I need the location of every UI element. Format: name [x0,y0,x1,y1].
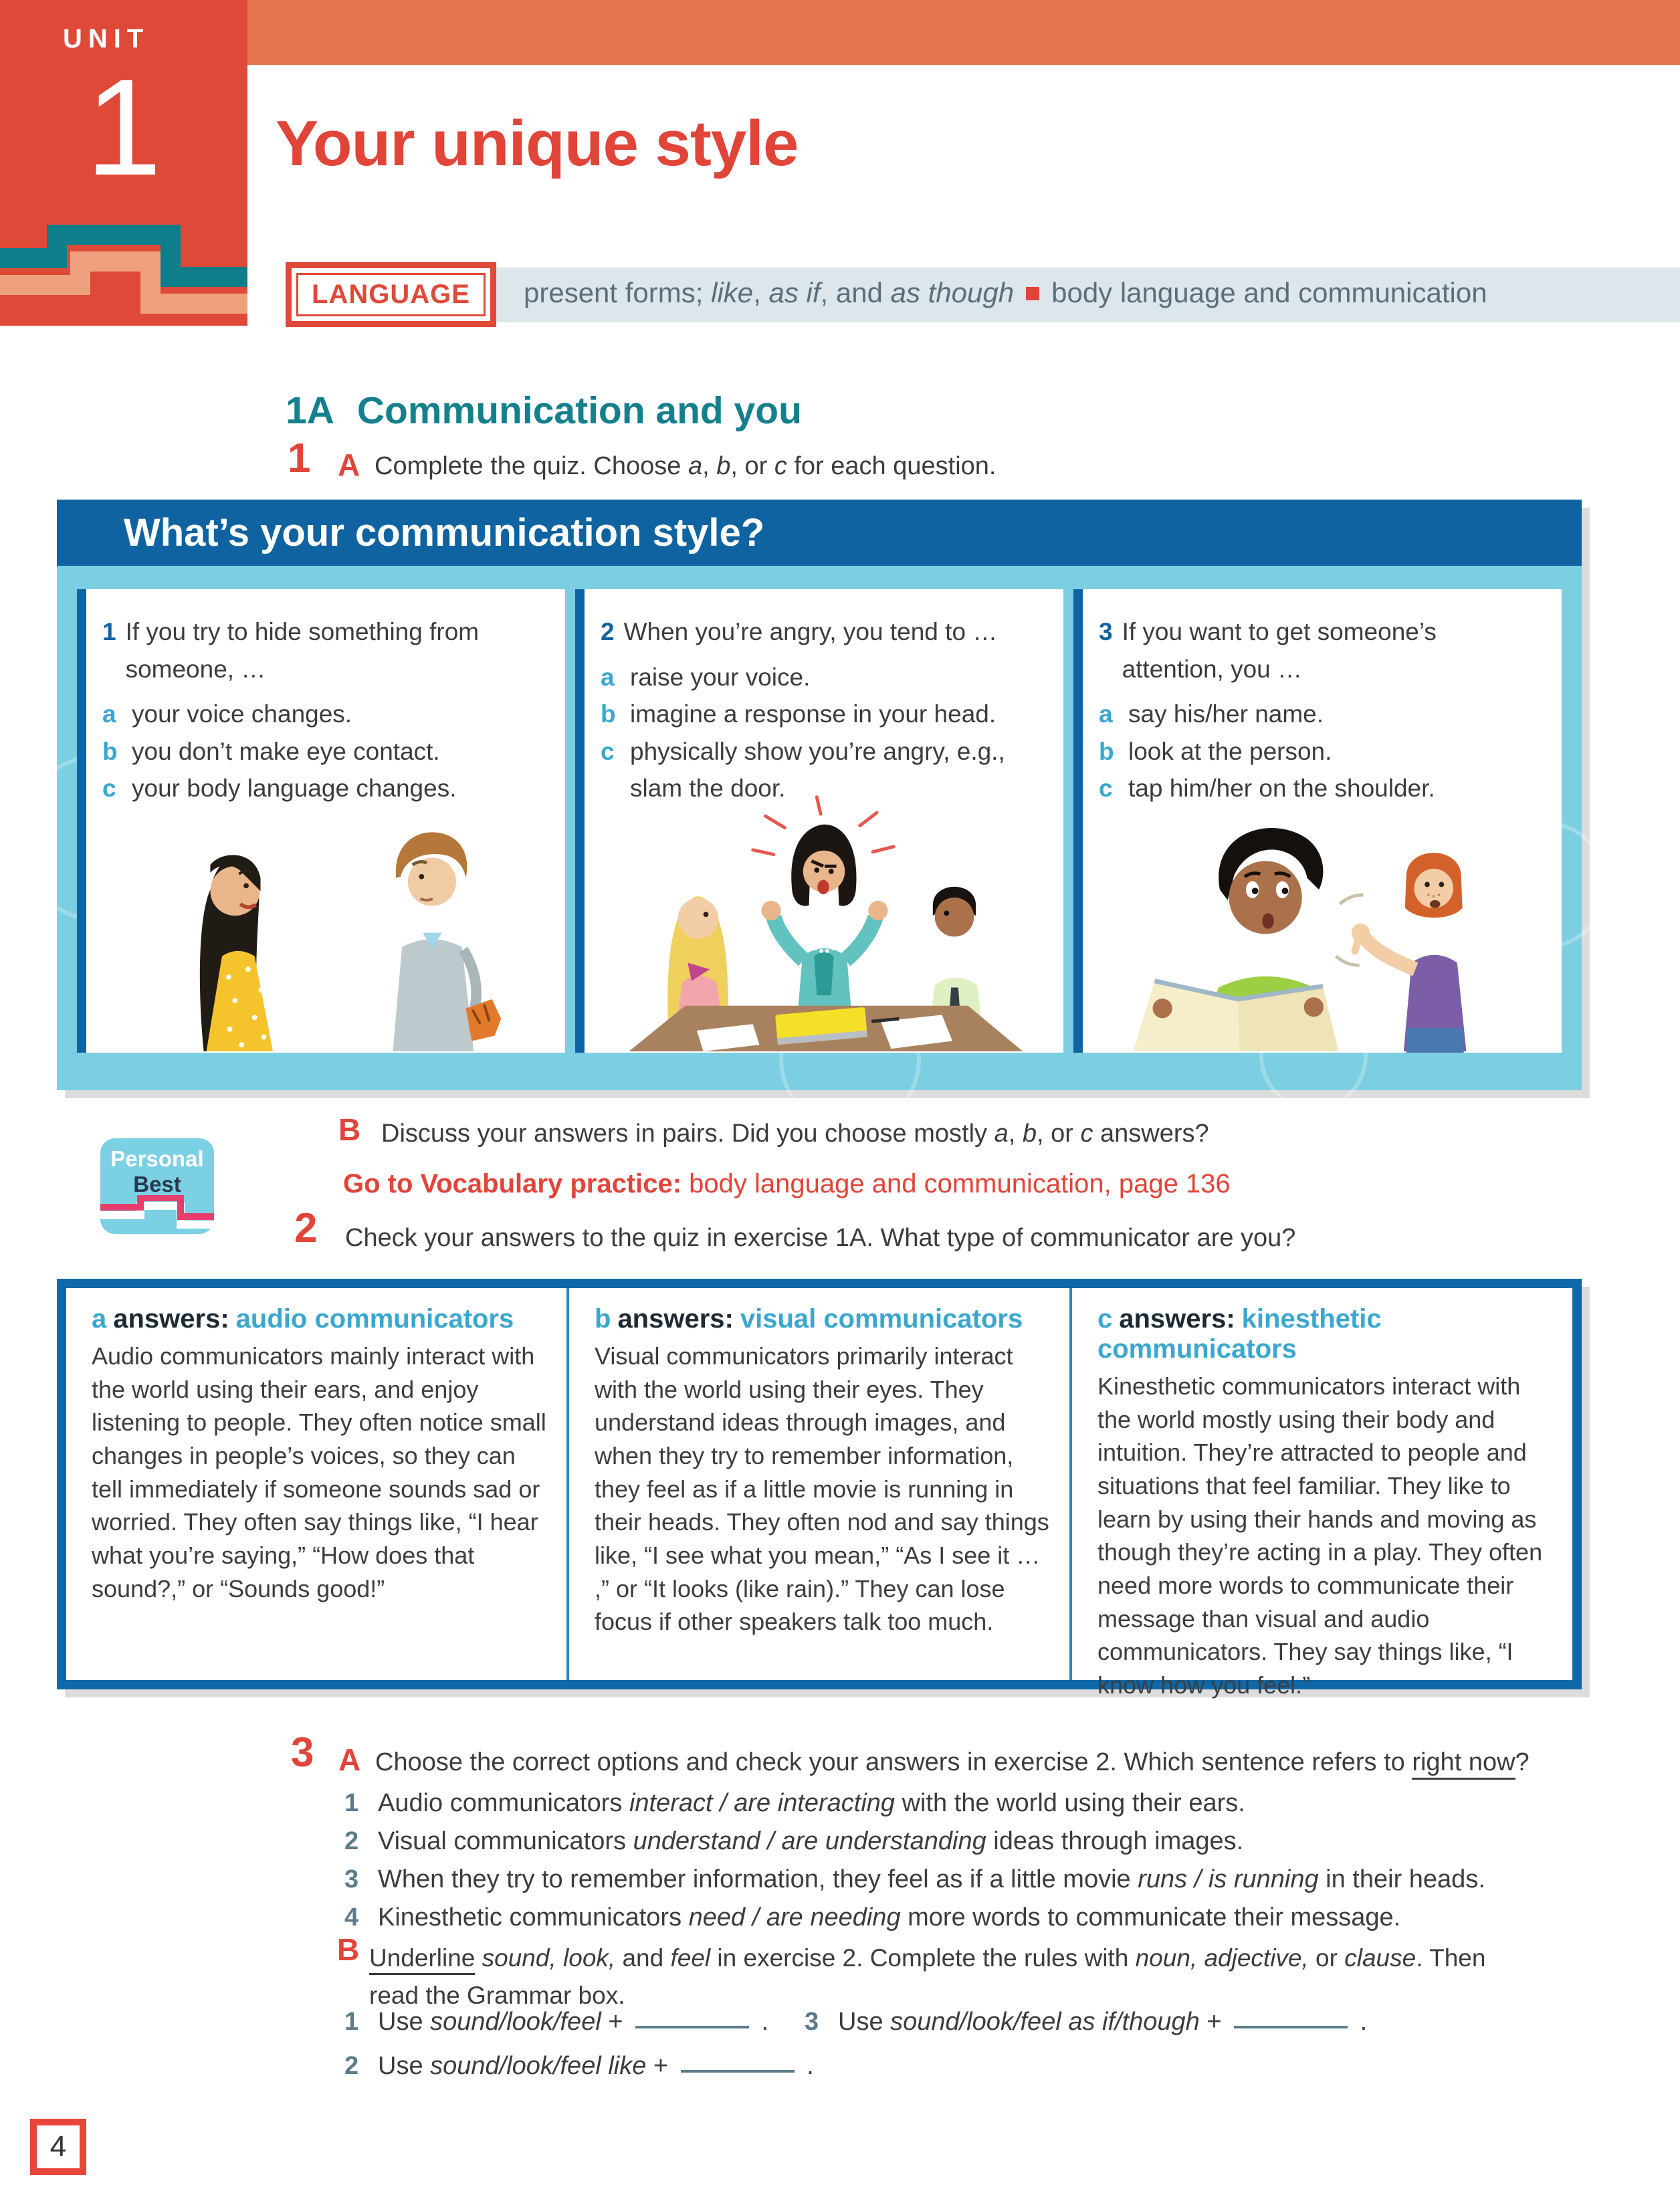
question-number: 1 [102,618,116,645]
exercise3a-items [344,1784,1485,1937]
option-text: your body language changes. [132,774,457,802]
personal-best-line1: Personal [110,1146,204,1171]
section-code: 1A [286,389,334,433]
figure-tapping-woman [1336,853,1466,1053]
item-text: Kinesthetic communicators need / are needing more words to communicate their message. [378,1903,1401,1931]
option-text: raise your voice. [630,663,811,691]
option-text: physically show you’re angry, e.g., slam the door. [630,737,1005,802]
column-letter: a [92,1304,107,1334]
unit-label: UNIT [63,24,150,54]
answers-column-header [1097,1304,1552,1364]
answers-column-body: Audio communicators mainly interact with the world using their ears, and enjoy listening to people. They often notice small changes in people’s voices, so they can tell immediately if someone sounds sad or worried. They often say things like, “I hear what you’re saying,” “How does that sound?,” or “Sounds good!” [92,1342,546,1602]
option-letter: c [1099,774,1113,802]
vocab-link-rest: body language and communication, page 136 [681,1169,1231,1198]
option-letter: b [1099,737,1114,765]
quiz-title: What’s your communication style? [124,511,765,554]
quiz-header [57,500,1582,566]
option-letter: b [601,700,616,728]
column-letter: b [595,1304,611,1334]
column-word: answers: [617,1304,734,1334]
item-text: Visual communicators understand / are understanding ideas through images. [378,1827,1244,1855]
top-banner [0,0,1680,65]
rule-number: 3 [805,2008,819,2036]
column-letter: c [1097,1304,1113,1334]
language-bar-text [524,277,1487,309]
quiz-illustration-tap-shoulder [1083,792,1562,1053]
figure-reading-woman [1133,828,1338,1051]
exercise2-instruction: Check your answers to the quiz in exercise 1A. What type of communicator are you? [345,1224,1296,1252]
unit-number: 1 [85,51,162,204]
section-heading [286,389,802,433]
vocab-link-bold: Go to Vocabulary practice: [343,1169,682,1198]
exercise3b-rule-2[interactable] [344,2052,814,2081]
option-letter: c [601,737,615,765]
quiz-question-card-3 [1073,589,1562,1053]
exercise3a-item-1[interactable] [344,1784,1485,1822]
question-text: When you’re angry, you tend to … [623,618,998,645]
quiz-option-3a[interactable] [1099,696,1544,733]
column-word: answers: [1119,1304,1235,1334]
column-type: kinesthetic communicators [1097,1304,1382,1364]
quiz-illustration-angry-meeting [585,792,1063,1053]
rule-text: Use sound/look/feel + . [378,2008,769,2036]
exercise3b-rule-3[interactable] [805,2008,1367,2037]
figure-woman-yellow-dress [200,855,273,1051]
option-letter: a [1099,700,1113,728]
item-text: Audio communicators interact / are interacting with the world using their ears. [378,1789,1245,1817]
exercise3a-letter: A [338,1742,361,1777]
exercise1b-instruction: Discuss your answers in pairs. Did you choose mostly a, b, or c answers? [381,1120,1209,1148]
column-type: visual communicators [740,1304,1023,1334]
option-letter: b [102,737,118,765]
exercise1-instruction: Complete the quiz. Choose a, b, or c for each question. [375,452,996,480]
exercise3b-rule-1[interactable] [344,2008,768,2037]
option-text: look at the person. [1128,737,1332,765]
personal-best-badge [100,1138,214,1234]
answers-column-c [1069,1288,1572,1699]
answers-column-header [595,1304,1049,1334]
rule-text: Use sound/look/feel as if/though + . [838,2008,1368,2036]
exercise1b-letter: B [338,1112,361,1147]
quiz-option-1b[interactable] [102,733,548,770]
square-bullet-icon [1026,287,1039,300]
quiz-option-2b[interactable] [601,696,1046,733]
rule-text: Use sound/look/feel like + . [378,2052,814,2080]
item-number: 2 [344,1827,359,1855]
rule-number: 1 [344,2008,359,2036]
unit-tab [0,0,247,326]
column-word: answers: [113,1304,229,1334]
quiz-box [57,500,1582,1090]
exercise3b-letter: B [337,1932,360,1967]
option-letter: c [102,774,116,802]
item-number: 1 [344,1789,359,1817]
item-number: 4 [344,1903,359,1931]
exercise3b-instruction: Underline sound, look, and feel in exercise 2. Complete the rules with noun, adjective, or clause. Then read the Grammar box. [369,1944,1486,2009]
personal-best-steps-icon [100,1195,214,1230]
vocab-practice-link[interactable] [343,1169,1231,1199]
quiz-question-card-1 [77,589,565,1053]
exercise1-letter: A [338,447,360,482]
question-text: If you want to get someone’s attention, you … [1122,618,1437,683]
section-title: Communication and you [356,389,802,433]
quiz-option-1a[interactable] [102,696,548,733]
exercise2-number: 2 [294,1205,318,1251]
answers-column-a [66,1288,566,1680]
quiz-question-card-2 [575,589,1063,1053]
answers-column-b [566,1288,1069,1680]
question-number: 3 [1099,618,1113,645]
personal-best-line2: Best [133,1172,181,1196]
column-type: audio communicators [235,1304,514,1334]
figure-man-broken-vase [393,832,501,1051]
option-text: you don’t make eye contact. [132,737,440,765]
exercise3a-item-2[interactable] [344,1822,1485,1861]
language-vocab-topic: body language and communication [1051,277,1487,308]
option-letter: a [601,663,615,691]
quiz-illustration-hide-something [86,792,565,1053]
page-number-box [30,2119,86,2175]
page-number: 4 [49,2130,67,2163]
exercise3-number: 3 [291,1730,314,1776]
exercise3a-item-4[interactable] [344,1899,1485,1937]
item-text: When they try to remember information, they feel as if a little movie runs / is running in their heads. [378,1865,1485,1893]
communicator-answers-box [57,1279,1582,1699]
exercise1-number: 1 [288,435,311,482]
language-grammar-topics: present forms; like, as if, and as though [524,277,1015,308]
quiz-option-3b[interactable] [1099,733,1544,770]
option-text: tap him/her on the shoulder. [1128,774,1435,802]
answers-column-body: Kinesthetic communicators interact with the world mostly using their body and intuition. They’re attracted to people and situations that feel familiar. They like to learn by using their hands and moving as though they’re acting in a play. They often need more words to communicate their message than visual and audio communicators. They say things like, “I know how you feel.” [1097,1372,1543,1699]
option-text: your voice changes. [132,700,352,728]
option-text: say his/her name. [1128,700,1324,728]
question-number: 2 [601,618,615,645]
option-text: imagine a response in your head. [630,700,996,728]
option-letter: a [102,700,116,728]
language-tag-box: LANGUAGE [286,262,496,327]
question-text: If you try to hide something from someone, … [125,618,480,683]
page-title: Your unique style [276,108,799,180]
exercise3a-item-3[interactable] [344,1861,1485,1899]
rule-number: 2 [344,2052,359,2080]
quiz-option-2a[interactable] [601,659,1046,696]
unit-steps-decoration [0,221,247,326]
item-number: 3 [344,1865,359,1893]
meeting-table [629,1006,1023,1051]
exercise3a-instruction: Choose the correct options and check your answers in exercise 2. Which sentence refers to right now? [375,1748,1530,1777]
answers-column-body: Visual communicators primarily interact with the world using their eyes. They understand ideas through images, and when they try to remember information, they feel as if a little movie is running in their heads. They often nod and say things like, “I see what you mean,” “As I see it … ,” or “It looks (like rain).” They can lose focus if other speakers talk too much. [595,1342,1049,1636]
answers-column-header [92,1304,546,1334]
